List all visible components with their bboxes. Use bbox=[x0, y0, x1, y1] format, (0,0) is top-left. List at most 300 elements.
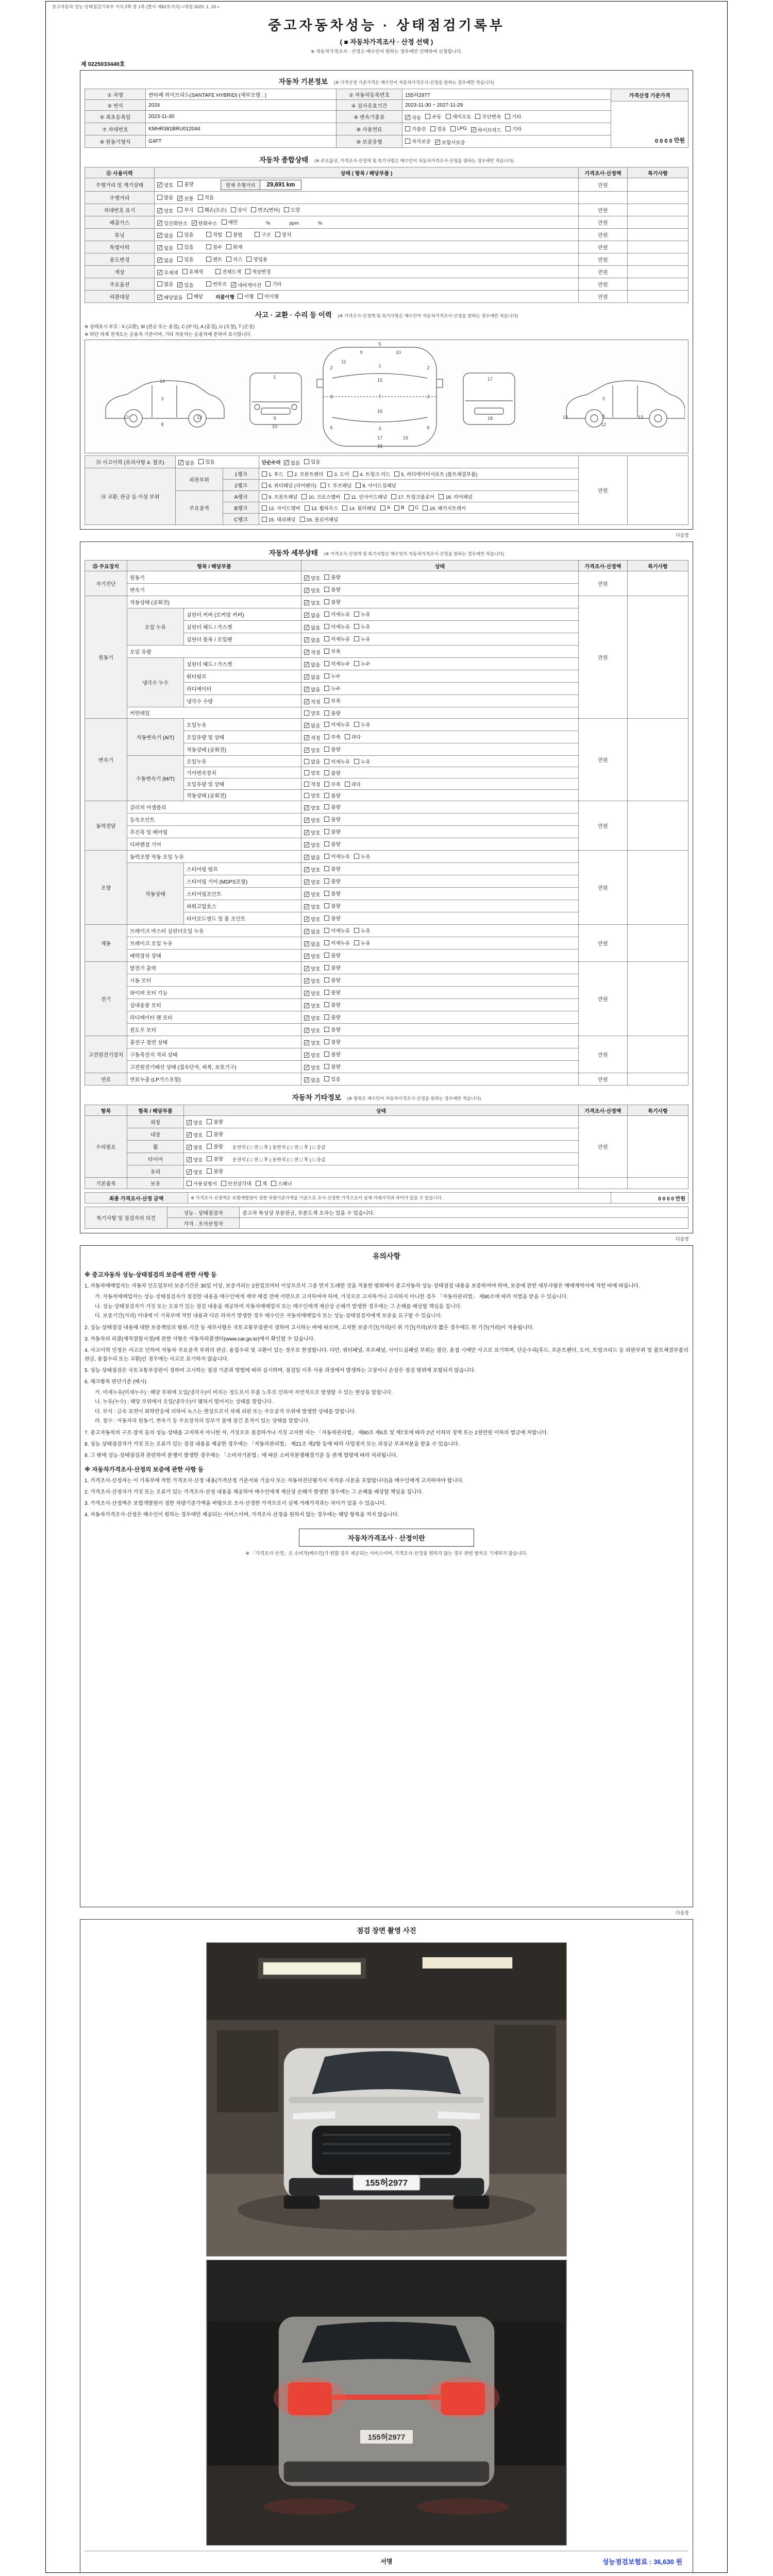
checkbox-option[interactable] bbox=[324, 1038, 340, 1045]
checkbox-checked-icon[interactable]: ✓ bbox=[305, 1027, 310, 1033]
checkbox-option[interactable] bbox=[265, 280, 281, 287]
checkbox-icon[interactable] bbox=[394, 471, 399, 477]
checkbox-option[interactable] bbox=[324, 1050, 340, 1058]
checkbox-option[interactable] bbox=[324, 586, 340, 593]
checkbox-icon[interactable] bbox=[345, 782, 350, 787]
checkbox-checked-icon[interactable]: ✓ bbox=[158, 232, 163, 239]
checkbox-option[interactable] bbox=[304, 1052, 320, 1059]
checkbox-checked-icon[interactable]: ✓ bbox=[305, 673, 310, 680]
checkbox-icon[interactable] bbox=[324, 599, 329, 604]
checkbox-option[interactable] bbox=[226, 243, 242, 250]
checkbox-option[interactable] bbox=[446, 113, 472, 120]
checkbox-icon[interactable] bbox=[207, 1144, 212, 1149]
checkbox-icon[interactable] bbox=[324, 1076, 329, 1081]
checkbox-option[interactable] bbox=[324, 709, 340, 717]
checkbox-icon[interactable] bbox=[288, 471, 293, 477]
checkbox-icon[interactable] bbox=[304, 759, 309, 764]
checkbox-option[interactable] bbox=[304, 916, 320, 923]
checkbox-option[interactable] bbox=[321, 482, 351, 489]
checkbox-option[interactable] bbox=[324, 976, 340, 984]
checkbox-icon[interactable] bbox=[354, 722, 359, 727]
checkbox-checked-icon[interactable]: ✓ bbox=[158, 219, 163, 226]
checkbox-option[interactable] bbox=[187, 1131, 203, 1139]
checkbox-option[interactable] bbox=[226, 256, 242, 263]
checkbox-checked-icon[interactable]: ✓ bbox=[305, 977, 310, 984]
checkbox-icon[interactable] bbox=[324, 940, 329, 945]
checkbox-checked-icon[interactable]: ✓ bbox=[305, 928, 310, 935]
checkbox-option[interactable] bbox=[471, 126, 501, 133]
checkbox-option[interactable] bbox=[304, 940, 320, 947]
checkbox-option[interactable] bbox=[450, 126, 467, 131]
checkbox-icon[interactable] bbox=[304, 782, 309, 787]
checkbox-option[interactable] bbox=[324, 660, 350, 667]
checkbox-option[interactable] bbox=[157, 219, 188, 227]
checkbox-option[interactable] bbox=[304, 636, 320, 643]
checkbox-icon[interactable] bbox=[327, 471, 332, 477]
checkbox-checked-icon[interactable]: ✓ bbox=[305, 891, 310, 897]
checkbox-option[interactable] bbox=[300, 516, 339, 523]
checkbox-icon[interactable] bbox=[304, 770, 309, 775]
checkbox-option[interactable] bbox=[505, 113, 521, 120]
checkbox-icon[interactable] bbox=[321, 483, 326, 488]
checkbox-icon[interactable] bbox=[198, 207, 203, 212]
checkbox-option[interactable] bbox=[324, 877, 340, 885]
checkbox-option[interactable] bbox=[207, 1143, 223, 1150]
checkbox-icon[interactable] bbox=[231, 207, 236, 212]
checkbox-option[interactable] bbox=[215, 268, 241, 275]
checkbox-option[interactable] bbox=[207, 1167, 223, 1175]
checkbox-option[interactable] bbox=[324, 745, 340, 753]
checkbox-option[interactable] bbox=[238, 293, 254, 300]
checkbox-option[interactable] bbox=[327, 470, 349, 478]
checkbox-icon[interactable] bbox=[344, 494, 349, 499]
checkbox-option[interactable] bbox=[258, 293, 279, 300]
checkbox-option[interactable] bbox=[187, 293, 203, 300]
checkbox-option[interactable] bbox=[157, 207, 173, 214]
checkbox-option[interactable] bbox=[324, 865, 340, 872]
checkbox-option[interactable] bbox=[324, 598, 340, 605]
checkbox-icon[interactable] bbox=[177, 244, 182, 249]
checkbox-checked-icon[interactable]: ✓ bbox=[231, 281, 237, 288]
checkbox-icon[interactable] bbox=[391, 494, 396, 499]
checkbox-icon[interactable] bbox=[324, 587, 329, 592]
checkbox-option[interactable] bbox=[157, 269, 178, 276]
checkbox-option[interactable] bbox=[324, 989, 340, 996]
checkbox-checked-icon[interactable]: ✓ bbox=[305, 903, 310, 910]
checkbox-option[interactable] bbox=[255, 231, 271, 238]
checkbox-option[interactable] bbox=[245, 268, 271, 275]
checkbox-option[interactable] bbox=[157, 244, 173, 251]
checkbox-option[interactable] bbox=[177, 281, 193, 289]
checkbox-icon[interactable] bbox=[324, 722, 329, 727]
checkbox-checked-icon[interactable]: ✓ bbox=[158, 294, 163, 300]
checkbox-option[interactable] bbox=[324, 573, 340, 581]
checkbox-option[interactable] bbox=[304, 854, 320, 861]
checkbox-option[interactable] bbox=[405, 114, 421, 121]
checkbox-option[interactable] bbox=[304, 673, 320, 681]
checkbox-icon[interactable] bbox=[301, 494, 307, 499]
checkbox-icon[interactable] bbox=[324, 953, 329, 958]
checkbox-icon[interactable] bbox=[222, 219, 227, 225]
checkbox-option[interactable] bbox=[262, 470, 283, 478]
checkbox-option[interactable] bbox=[304, 965, 320, 972]
checkbox-checked-icon[interactable]: ✓ bbox=[305, 817, 310, 823]
checkbox-option[interactable] bbox=[157, 181, 173, 189]
checkbox-checked-icon[interactable]: ✓ bbox=[305, 747, 310, 753]
checkbox-option[interactable] bbox=[324, 1063, 340, 1070]
checkbox-icon[interactable] bbox=[324, 965, 329, 970]
checkbox-icon[interactable] bbox=[324, 841, 329, 846]
checkbox-icon[interactable] bbox=[221, 1181, 226, 1186]
checkbox-option[interactable] bbox=[304, 574, 320, 582]
checkbox-icon[interactable] bbox=[305, 505, 310, 511]
checkbox-icon[interactable] bbox=[206, 232, 211, 237]
checkbox-icon[interactable] bbox=[324, 891, 329, 896]
checkbox-icon[interactable] bbox=[226, 244, 231, 249]
checkbox-icon[interactable] bbox=[354, 854, 359, 859]
checkbox-option[interactable] bbox=[304, 661, 320, 668]
checkbox-checked-icon[interactable]: ✓ bbox=[305, 1002, 310, 1009]
checkbox-option[interactable] bbox=[324, 803, 340, 810]
checkbox-option[interactable] bbox=[324, 685, 340, 692]
checkbox-option[interactable] bbox=[182, 268, 204, 275]
checkbox-option[interactable] bbox=[256, 1180, 267, 1187]
checkbox-option[interactable] bbox=[177, 206, 193, 213]
checkbox-icon[interactable] bbox=[275, 232, 280, 237]
checkbox-option[interactable] bbox=[304, 903, 320, 910]
checkbox-icon[interactable] bbox=[324, 817, 329, 822]
checkbox-option[interactable] bbox=[354, 939, 370, 946]
checkbox-option[interactable] bbox=[207, 1155, 223, 1162]
checkbox-checked-icon[interactable]: ✓ bbox=[187, 1144, 192, 1150]
checkbox-option[interactable] bbox=[284, 459, 300, 466]
checkbox-icon[interactable] bbox=[324, 649, 329, 654]
checkbox-option[interactable] bbox=[345, 733, 361, 740]
checkbox-option[interactable] bbox=[198, 206, 227, 213]
checkbox-option[interactable] bbox=[177, 180, 193, 188]
checkbox-option[interactable] bbox=[324, 1075, 340, 1082]
checkbox-checked-icon[interactable]: ✓ bbox=[305, 1076, 310, 1083]
checkbox-option[interactable] bbox=[354, 758, 370, 765]
checkbox-option[interactable] bbox=[345, 781, 361, 788]
checkbox-checked-icon[interactable]: ✓ bbox=[305, 1014, 310, 1021]
checkbox-option[interactable] bbox=[324, 721, 350, 728]
checkbox-option[interactable] bbox=[304, 686, 320, 693]
checkbox-icon[interactable] bbox=[324, 747, 329, 752]
checkbox-checked-icon[interactable]: ✓ bbox=[305, 866, 310, 873]
pricing-info-button[interactable]: 자동차가격조사 · 산정이란 bbox=[299, 1529, 474, 1547]
checkbox-icon[interactable] bbox=[238, 294, 243, 299]
checkbox-option[interactable] bbox=[262, 482, 316, 489]
checkbox-option[interactable] bbox=[324, 1013, 340, 1021]
checkbox-option[interactable] bbox=[231, 281, 261, 289]
checkbox-option[interactable] bbox=[157, 280, 173, 287]
checkbox-checked-icon[interactable]: ✓ bbox=[305, 734, 310, 741]
checkbox-checked-icon[interactable]: ✓ bbox=[305, 829, 310, 836]
checkbox-icon[interactable] bbox=[342, 505, 347, 511]
checkbox-checked-icon[interactable]: ✓ bbox=[178, 195, 183, 201]
checkbox-option[interactable] bbox=[354, 721, 370, 728]
checkbox-option[interactable] bbox=[207, 1130, 223, 1138]
checkbox-option[interactable] bbox=[304, 841, 320, 849]
checkbox-icon[interactable] bbox=[284, 207, 289, 212]
checkbox-option[interactable] bbox=[304, 792, 320, 799]
checkbox-option[interactable] bbox=[324, 697, 340, 704]
checkbox-option[interactable] bbox=[324, 952, 340, 959]
checkbox-option[interactable] bbox=[207, 1118, 223, 1125]
checkbox-option[interactable] bbox=[324, 611, 350, 618]
checkbox-option[interactable] bbox=[324, 623, 350, 630]
checkbox-icon[interactable] bbox=[324, 829, 329, 834]
checkbox-icon[interactable] bbox=[450, 126, 456, 131]
checkbox-icon[interactable] bbox=[207, 1168, 212, 1174]
checkbox-option[interactable] bbox=[284, 206, 300, 213]
checkbox-checked-icon[interactable]: ✓ bbox=[187, 1156, 192, 1163]
checkbox-option[interactable] bbox=[187, 1168, 203, 1176]
checkbox-icon[interactable] bbox=[354, 612, 359, 617]
checkbox-option[interactable] bbox=[304, 722, 320, 729]
checkbox-option[interactable] bbox=[409, 505, 419, 511]
checkbox-icon[interactable] bbox=[256, 1181, 261, 1186]
checkbox-icon[interactable] bbox=[324, 1002, 329, 1007]
checkbox-option[interactable] bbox=[324, 781, 340, 788]
checkbox-option[interactable] bbox=[301, 493, 340, 500]
checkbox-option[interactable] bbox=[157, 257, 173, 264]
checkbox-option[interactable] bbox=[262, 493, 297, 500]
checkbox-icon[interactable] bbox=[206, 244, 211, 249]
checkbox-option[interactable] bbox=[304, 709, 320, 717]
checkbox-icon[interactable] bbox=[354, 759, 359, 764]
checkbox-checked-icon[interactable]: ✓ bbox=[178, 281, 183, 288]
checkbox-option[interactable] bbox=[304, 1002, 320, 1009]
checkbox-option[interactable] bbox=[304, 1076, 320, 1083]
checkbox-icon[interactable] bbox=[245, 269, 250, 274]
checkbox-option[interactable] bbox=[354, 623, 370, 630]
checkbox-option[interactable] bbox=[430, 125, 446, 132]
checkbox-checked-icon[interactable]: ✓ bbox=[187, 1119, 192, 1126]
checkbox-checked-icon[interactable]: ✓ bbox=[187, 1131, 192, 1138]
checkbox-icon[interactable] bbox=[354, 940, 359, 945]
checkbox-icon[interactable] bbox=[324, 661, 329, 666]
checkbox-option[interactable] bbox=[324, 964, 340, 971]
checkbox-option[interactable] bbox=[475, 113, 501, 120]
checkbox-option[interactable] bbox=[342, 504, 376, 512]
checkbox-option[interactable] bbox=[157, 194, 173, 201]
checkbox-option[interactable] bbox=[394, 505, 404, 511]
checkbox-icon[interactable] bbox=[324, 574, 329, 580]
checkbox-icon[interactable] bbox=[177, 232, 182, 237]
checkbox-icon[interactable] bbox=[251, 207, 256, 212]
checkbox-icon[interactable] bbox=[324, 793, 329, 798]
checkbox-option[interactable] bbox=[356, 482, 396, 489]
checkbox-icon[interactable] bbox=[262, 505, 267, 511]
checkbox-icon[interactable] bbox=[324, 903, 329, 908]
checkbox-option[interactable] bbox=[187, 1156, 203, 1163]
checkbox-icon[interactable] bbox=[304, 459, 309, 464]
checkbox-icon[interactable] bbox=[324, 866, 329, 871]
checkbox-icon[interactable] bbox=[262, 483, 267, 488]
checkbox-checked-icon[interactable]: ✓ bbox=[406, 114, 411, 121]
checkbox-icon[interactable] bbox=[324, 710, 329, 716]
checkbox-option[interactable] bbox=[304, 624, 320, 631]
checkbox-icon[interactable] bbox=[324, 1027, 329, 1032]
checkbox-option[interactable] bbox=[304, 612, 320, 619]
checkbox-icon[interactable] bbox=[304, 793, 309, 798]
checkbox-checked-icon[interactable]: ✓ bbox=[305, 990, 310, 996]
checkbox-option[interactable] bbox=[304, 769, 320, 776]
checkbox-option[interactable] bbox=[380, 505, 390, 511]
checkbox-option[interactable] bbox=[324, 890, 340, 897]
checkbox-option[interactable] bbox=[324, 927, 350, 934]
checkbox-option[interactable] bbox=[304, 649, 320, 656]
checkbox-icon[interactable] bbox=[177, 207, 182, 212]
checkbox-option[interactable] bbox=[304, 734, 320, 741]
checkbox-option[interactable] bbox=[262, 516, 296, 523]
checkbox-icon[interactable] bbox=[226, 232, 231, 237]
checkbox-checked-icon[interactable]: ✓ bbox=[305, 661, 310, 668]
checkbox-icon[interactable] bbox=[324, 698, 329, 703]
checkbox-checked-icon[interactable]: ✓ bbox=[187, 1168, 192, 1175]
checkbox-checked-icon[interactable]: ✓ bbox=[305, 649, 310, 655]
checkbox-option[interactable] bbox=[354, 611, 370, 618]
checkbox-icon[interactable] bbox=[425, 114, 430, 119]
checkbox-option[interactable] bbox=[177, 195, 193, 202]
checkbox-option[interactable] bbox=[324, 635, 350, 642]
checkbox-icon[interactable] bbox=[380, 505, 385, 511]
checkbox-icon[interactable] bbox=[177, 181, 182, 187]
checkbox-icon[interactable] bbox=[405, 139, 410, 144]
checkbox-option[interactable] bbox=[304, 817, 320, 824]
checkbox-icon[interactable] bbox=[207, 1131, 212, 1137]
checkbox-option[interactable] bbox=[226, 231, 242, 238]
checkbox-option[interactable] bbox=[246, 256, 267, 263]
checkbox-option[interactable] bbox=[222, 218, 238, 226]
checkbox-icon[interactable] bbox=[246, 257, 251, 262]
checkbox-option[interactable] bbox=[262, 504, 300, 512]
checkbox-option[interactable] bbox=[157, 232, 173, 239]
checkbox-option[interactable] bbox=[187, 1119, 203, 1126]
checkbox-icon[interactable] bbox=[206, 257, 211, 262]
checkbox-option[interactable] bbox=[304, 781, 320, 788]
checkbox-checked-icon[interactable]: ✓ bbox=[179, 459, 184, 466]
checkbox-option[interactable] bbox=[506, 125, 522, 132]
checkbox-option[interactable] bbox=[304, 990, 320, 997]
checkbox-icon[interactable] bbox=[324, 759, 329, 764]
checkbox-option[interactable] bbox=[439, 493, 473, 500]
checkbox-option[interactable] bbox=[354, 635, 370, 642]
checkbox-option[interactable] bbox=[206, 243, 222, 250]
checkbox-icon[interactable] bbox=[262, 471, 267, 477]
checkbox-option[interactable] bbox=[187, 1144, 203, 1151]
checkbox-option[interactable] bbox=[304, 458, 320, 465]
checkbox-option[interactable] bbox=[324, 853, 350, 860]
checkbox-icon[interactable] bbox=[505, 114, 510, 119]
checkbox-option[interactable] bbox=[304, 1014, 320, 1022]
checkbox-icon[interactable] bbox=[324, 1064, 329, 1069]
checkbox-icon[interactable] bbox=[506, 126, 511, 131]
checkbox-checked-icon[interactable]: ✓ bbox=[305, 599, 310, 606]
checkbox-icon[interactable] bbox=[187, 1181, 192, 1186]
checkbox-icon[interactable] bbox=[324, 990, 329, 995]
checkbox-option[interactable] bbox=[177, 256, 193, 263]
checkbox-option[interactable] bbox=[206, 280, 227, 287]
checkbox-option[interactable] bbox=[192, 219, 217, 227]
checkbox-option[interactable] bbox=[221, 1180, 251, 1187]
checkbox-option[interactable] bbox=[324, 840, 340, 848]
checkbox-option[interactable] bbox=[423, 504, 466, 512]
checkbox-option[interactable] bbox=[177, 243, 193, 250]
checkbox-icon[interactable] bbox=[226, 257, 231, 262]
checkbox-option[interactable] bbox=[324, 828, 340, 835]
checkbox-option[interactable] bbox=[304, 599, 320, 606]
checkbox-checked-icon[interactable]: ✓ bbox=[305, 636, 310, 643]
checkbox-option[interactable] bbox=[344, 493, 387, 500]
checkbox-checked-icon[interactable]: ✓ bbox=[305, 940, 310, 947]
checkbox-checked-icon[interactable]: ✓ bbox=[284, 459, 289, 466]
checkbox-checked-icon[interactable]: ✓ bbox=[305, 1052, 310, 1058]
checkbox-icon[interactable] bbox=[430, 126, 435, 131]
checkbox-icon[interactable] bbox=[324, 636, 329, 641]
checkbox-icon[interactable] bbox=[324, 928, 329, 933]
checkbox-checked-icon[interactable]: ✓ bbox=[158, 207, 163, 214]
checkbox-icon[interactable] bbox=[207, 1156, 212, 1161]
checkbox-option[interactable] bbox=[177, 231, 193, 238]
checkbox-icon[interactable] bbox=[187, 294, 192, 299]
checkbox-icon[interactable] bbox=[258, 294, 263, 299]
checkbox-option[interactable] bbox=[324, 672, 340, 680]
checkbox-option[interactable] bbox=[304, 829, 320, 836]
checkbox-option[interactable] bbox=[405, 125, 426, 132]
checkbox-checked-icon[interactable]: ✓ bbox=[305, 722, 310, 728]
checkbox-checked-icon[interactable]: ✓ bbox=[158, 257, 163, 263]
checkbox-option[interactable] bbox=[178, 459, 194, 466]
checkbox-icon[interactable] bbox=[446, 114, 451, 119]
checkbox-icon[interactable] bbox=[405, 126, 410, 131]
checkbox-icon[interactable] bbox=[324, 782, 329, 787]
checkbox-option[interactable] bbox=[271, 1180, 292, 1187]
checkbox-icon[interactable] bbox=[439, 494, 444, 499]
checkbox-icon[interactable] bbox=[324, 1052, 329, 1057]
checkbox-option[interactable] bbox=[324, 792, 340, 799]
checkbox-option[interactable] bbox=[394, 470, 477, 478]
checkbox-icon[interactable] bbox=[423, 505, 428, 511]
checkbox-option[interactable] bbox=[157, 294, 183, 301]
checkbox-option[interactable] bbox=[304, 698, 320, 705]
checkbox-option[interactable] bbox=[324, 914, 340, 922]
checkbox-icon[interactable] bbox=[324, 612, 329, 617]
checkbox-icon[interactable] bbox=[262, 494, 267, 499]
checkbox-icon[interactable] bbox=[345, 734, 350, 739]
checkbox-checked-icon[interactable]: ✓ bbox=[158, 181, 163, 188]
checkbox-option[interactable] bbox=[354, 660, 370, 667]
checkbox-icon[interactable] bbox=[207, 1119, 212, 1124]
checkbox-option[interactable] bbox=[405, 138, 431, 145]
checkbox-icon[interactable] bbox=[354, 928, 359, 933]
checkbox-icon[interactable] bbox=[324, 804, 329, 809]
checkbox-icon[interactable] bbox=[198, 459, 204, 464]
checkbox-icon[interactable] bbox=[324, 854, 329, 859]
checkbox-checked-icon[interactable]: ✓ bbox=[192, 219, 197, 226]
checkbox-icon[interactable] bbox=[354, 624, 359, 629]
checkbox-icon[interactable] bbox=[157, 195, 162, 200]
checkbox-option[interactable] bbox=[304, 587, 320, 594]
checkbox-checked-icon[interactable]: ✓ bbox=[471, 126, 477, 133]
checkbox-option[interactable] bbox=[304, 804, 320, 811]
checkbox-icon[interactable] bbox=[198, 195, 203, 200]
checkbox-icon[interactable] bbox=[271, 1181, 276, 1186]
checkbox-option[interactable] bbox=[304, 1027, 320, 1034]
checkbox-option[interactable] bbox=[304, 1039, 320, 1046]
